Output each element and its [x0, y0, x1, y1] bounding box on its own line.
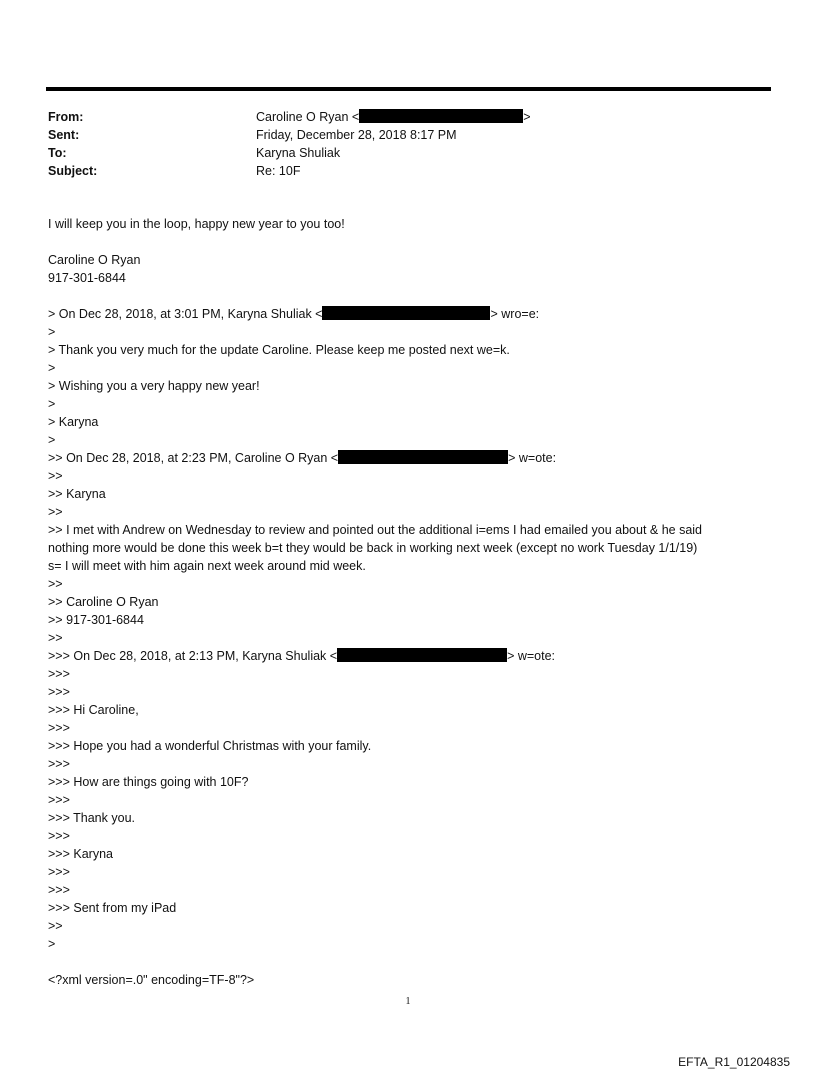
quoted-line: >> — [48, 505, 63, 519]
quoted-line: nothing more would be done this week b=t they would be back in working next week (except no work Tuesday 1/1/19) — [48, 541, 698, 555]
quote3-header-tail: > w=ote: — [507, 649, 556, 663]
quoted-line: >>> — [48, 883, 70, 897]
quoted-line: >>> Thank you. — [48, 811, 135, 825]
quoted-line: >> 917-301-6844 — [48, 613, 144, 627]
spacer — [48, 233, 778, 251]
quoted-line: > Wishing you a very happy new year! — [48, 379, 260, 393]
quoted-line: >>> — [48, 829, 70, 843]
quote1-header-text: > On Dec 28, 2018, at 3:01 PM, Karyna Shuliak < — [48, 307, 323, 321]
quoted-line: > — [48, 937, 56, 951]
quoted-line: >>> — [48, 793, 70, 807]
quoted-line: >>> — [48, 685, 70, 699]
quoted-line: s= I will meet with him again next week around mid week. — [48, 559, 366, 573]
signature-phone: 917-301-6844 — [48, 271, 126, 285]
quoted-line: > Karyna — [48, 415, 99, 429]
spacer — [48, 287, 778, 305]
quote1-header — [48, 305, 778, 323]
quoted-line: > — [48, 325, 56, 339]
quoted-line: >>> Hope you had a wonderful Christmas with your family. — [48, 739, 372, 753]
quoted-line: >>> — [48, 721, 70, 735]
quote2-header — [48, 449, 778, 467]
sent-label: Sent: — [48, 128, 80, 142]
quoted-line: >> Karyna — [48, 487, 106, 501]
redaction-bar — [337, 648, 507, 662]
header-rule — [46, 87, 771, 91]
page-number: 1 — [405, 996, 411, 1007]
quoted-line: > — [48, 397, 56, 411]
from-name: Caroline O Ryan < — [256, 110, 360, 124]
spacer — [48, 953, 778, 971]
from-label: From: — [48, 110, 84, 124]
quoted-line: >>> Karyna — [48, 847, 113, 861]
from-tail: > — [523, 110, 531, 124]
redaction-bar — [359, 109, 523, 123]
quoted-line: > — [48, 361, 56, 375]
quoted-line: >>> Hi Caroline, — [48, 703, 139, 717]
quoted-line: > — [48, 433, 56, 447]
quote3-lines — [48, 665, 778, 953]
quote1-header-tail: > wro=e: — [490, 307, 540, 321]
subject-label: Subject: — [48, 164, 98, 178]
quote1-lines — [48, 323, 778, 449]
quoted-line: >> — [48, 919, 63, 933]
quoted-line: >>> — [48, 865, 70, 879]
quote2-header-text: >> On Dec 28, 2018, at 2:23 PM, Caroline O Ryan < — [48, 451, 339, 465]
redaction-bar — [322, 306, 490, 320]
quoted-line: >> — [48, 577, 63, 591]
quoted-line: >>> How are things going with 10F? — [48, 775, 249, 789]
quoted-line: >>> — [48, 667, 70, 681]
bates-number: EFTA_R1_01204835 — [678, 1055, 790, 1069]
quote3-header-text: >>> On Dec 28, 2018, at 2:13 PM, Karyna Shuliak < — [48, 649, 338, 663]
quote3-header — [48, 647, 778, 665]
quote2-header-tail: > w=ote: — [508, 451, 557, 465]
quoted-line: >> I met with Andrew on Wednesday to review and pointed out the additional i=ems I had emailed you about & he said — [48, 523, 703, 537]
email-body — [48, 215, 778, 989]
redaction-bar — [338, 450, 508, 464]
quoted-line: >>> — [48, 757, 70, 771]
xml-line: <?xml version=.0" encoding=TF-8"?> — [48, 973, 255, 987]
from-value — [256, 108, 531, 126]
quoted-line: >>> Sent from my iPad — [48, 901, 177, 915]
signature-name: Caroline O Ryan — [48, 253, 141, 267]
to-value: Karyna Shuliak — [256, 146, 341, 160]
to-label: To: — [48, 146, 67, 160]
quote2-lines — [48, 467, 778, 647]
quoted-line: >> — [48, 469, 63, 483]
quoted-line: > Thank you very much for the update Caroline. Please keep me posted next we=k. — [48, 343, 510, 357]
quoted-line: >> Caroline O Ryan — [48, 595, 159, 609]
sent-value: Friday, December 28, 2018 8:17 PM — [256, 128, 457, 142]
quoted-line: >> — [48, 631, 63, 645]
intro-line: I will keep you in the loop, happy new year to you too! — [48, 217, 345, 231]
subject-value: Re: 10F — [256, 164, 301, 178]
